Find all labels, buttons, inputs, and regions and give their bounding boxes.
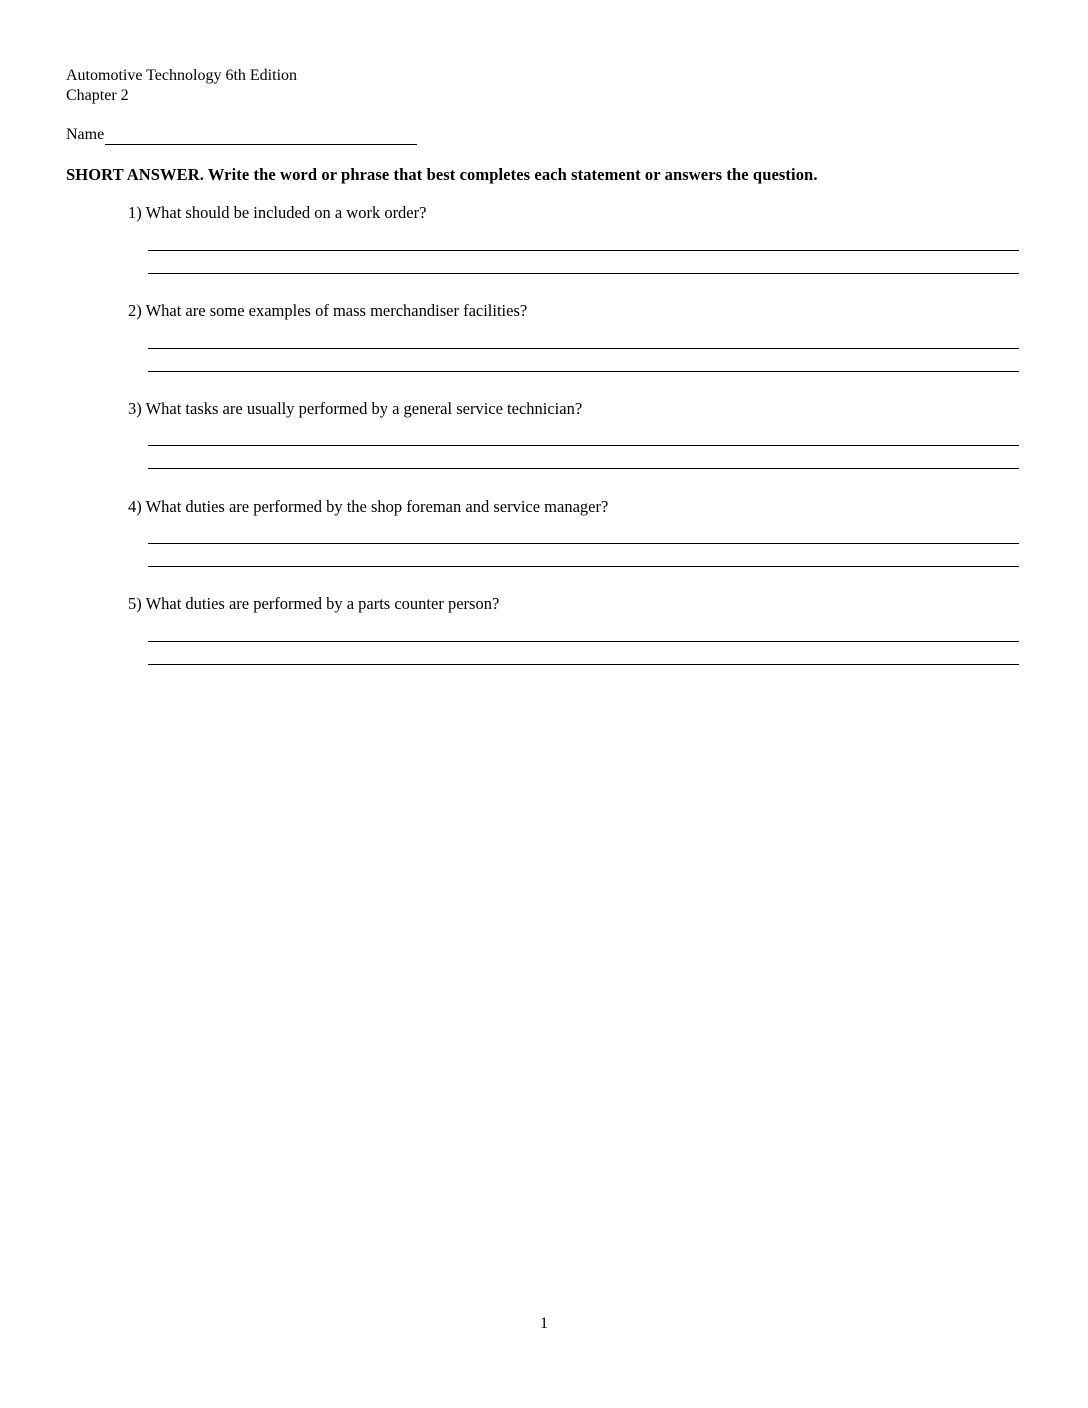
question-text [128, 203, 1028, 223]
answer-line[interactable] [148, 348, 1019, 349]
question-number: 3) [128, 399, 142, 418]
book-title: Automotive Technology 6th Edition [66, 67, 298, 84]
answer-line[interactable] [148, 566, 1019, 567]
section-instructions: SHORT ANSWER. Write the word or phrase that best completes each statement or answers the question. [66, 165, 818, 184]
document-header [66, 66, 297, 106]
question-prompt: What are some examples of mass merchandiser facilities? [145, 301, 528, 320]
chapter-label: Chapter 2 [66, 87, 129, 104]
question-text [128, 301, 1028, 321]
question-4 [128, 497, 1028, 517]
question-text [128, 594, 1028, 614]
answer-line[interactable] [148, 641, 1019, 642]
name-field[interactable] [66, 125, 417, 145]
answer-line[interactable] [148, 664, 1019, 665]
question-text [128, 399, 1028, 419]
name-label: Name [66, 126, 105, 143]
question-prompt: What duties are performed by a parts counter person? [145, 594, 500, 613]
question-number: 5) [128, 594, 142, 613]
question-number: 1) [128, 203, 142, 222]
answer-line[interactable] [148, 371, 1019, 372]
answer-line[interactable] [148, 543, 1019, 544]
question-text [128, 497, 1028, 517]
question-number: 4) [128, 497, 142, 516]
question-prompt: What duties are performed by the shop foreman and service manager? [145, 497, 609, 516]
question-number: 2) [128, 301, 142, 320]
answer-line[interactable] [148, 445, 1019, 446]
question-5 [128, 594, 1028, 614]
question-2 [128, 301, 1028, 321]
page-number: 1 [540, 1315, 548, 1332]
question-1 [128, 203, 1028, 223]
question-3 [128, 399, 1028, 419]
answer-line[interactable] [148, 468, 1019, 469]
name-blank-line[interactable] [105, 128, 417, 145]
answer-line[interactable] [148, 250, 1019, 251]
answer-line[interactable] [148, 273, 1019, 274]
question-prompt: What tasks are usually performed by a general service technician? [145, 399, 583, 418]
question-prompt: What should be included on a work order? [145, 203, 427, 222]
